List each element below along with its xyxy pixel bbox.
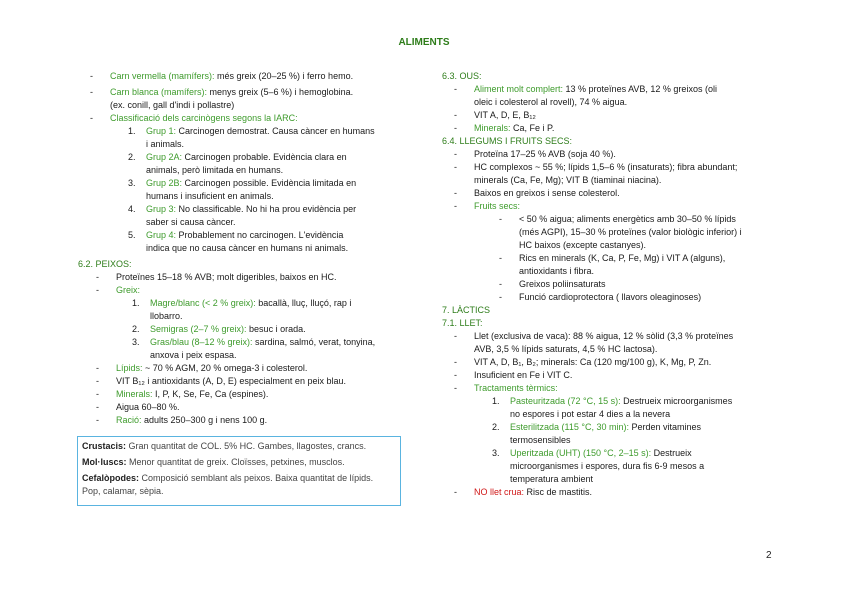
list-item: - Classificació dels carcinògens segons la IARC: bbox=[90, 113, 298, 123]
box-line-crustaceans: Crustacis: Gran quantitat de COL. 5% HC. Gambes, llagostes, crancs. bbox=[82, 441, 367, 451]
list-item: - Greix: bbox=[96, 285, 141, 295]
nuts-item: - Funció cardioprotectora ( llavors oleaginoses) bbox=[499, 292, 702, 302]
list-item: - Aigua 60–80 %. bbox=[96, 402, 180, 412]
box-line-molluscs: Mol·luscs: Menor quantitat de greix. Cloïsses, petxines, musclos. bbox=[82, 457, 345, 467]
iarc-group-2a: 2. Grup 2A: Carcinogen probable. Evidència clara en animals, però limitada en humans. bbox=[128, 152, 347, 175]
list-item: - Minerals: I, P, K, Se, Fe, Ca (espines). bbox=[96, 389, 269, 399]
list-item: - Carn blanca (mamífers): menys greix (5–6 %) i hemoglobina. bbox=[90, 87, 354, 97]
list-item: - Insuficient en Fe i VIT C. bbox=[454, 370, 573, 380]
list-item: - VIT A, D, E, B₁₂ bbox=[454, 110, 536, 120]
list-item: - Fruits secs: bbox=[454, 201, 521, 211]
page-title: ALIMENTS bbox=[398, 37, 450, 48]
list-item: - VIT A, D, B₁, B₂; minerals: Ca (120 mg/100 g), K, Mg, P, Zn. bbox=[454, 357, 712, 367]
nuts-item: - Greixos poliinsaturats bbox=[499, 279, 606, 289]
fat-class-fatty: 3. Gras/blau (8–12 % greix): sardina, salmó, verat, tonyina, anxova i peix espasa. bbox=[132, 337, 376, 360]
list-item: - Proteïna 17–25 % AVB (soja 40 %). bbox=[454, 149, 616, 159]
nuts-item: - Rics en minerals (K, Ca, P, Fe, Mg) i VIT A (alguns), antioxidants i fibra. bbox=[499, 253, 726, 276]
thermal-sterilized: 2. Esterilitzada (115 °C, 30 min): Perden vitamines termosensibles bbox=[492, 422, 702, 445]
list-item: - VIT B₁₂ i antioxidants (A, D, E) especialment en peix blau. bbox=[96, 376, 346, 386]
section-heading-fish: 6.2. PEIXOS: bbox=[78, 259, 132, 269]
iarc-group-1: 1. Grup 1: Carcinogen demostrat. Causa càncer en humans i animals. bbox=[128, 126, 375, 149]
iarc-group-4: 5. Grup 4: Probablement no carcinogen. L'evidència indica que no causa càncer en humans ni animals. bbox=[128, 230, 349, 253]
list-item: - HC complexos ~ 55 %; lípids 1,5–6 % (insaturats); fibra abundant; minerals (Ca, Fe, Mg); VIT B (tiaminai niacina). bbox=[454, 162, 738, 185]
section-heading-eggs: 6.3. OUS: bbox=[442, 71, 482, 81]
nuts-item: - < 50 % aigua; aliments energètics amb 30–50 % lípids (més AGPI), 15–30 % proteïnes (valor biològic inferior) i HC baixos (excepte castanyes). bbox=[499, 214, 742, 250]
list-item-continuation: (ex. conill, gall d'indi i pollastre) bbox=[110, 100, 235, 110]
list-item: - Carn vermella (mamífers): més greix (20–25 %) i ferro hemo. bbox=[90, 71, 354, 81]
list-item: - Llet (exclusiva de vaca): 88 % aigua, 12 % sòlid (3,3 % proteïnes AVB, 3,5 % lípids saturats, 4,5 % HC lactosa). bbox=[454, 331, 734, 354]
list-item: - Minerals: Ca, Fe i P. bbox=[454, 123, 555, 133]
right-column bbox=[442, 70, 772, 499]
iarc-group-3: 4. Grup 3: No classificable. No hi ha prou evidència per saber si causa càncer. bbox=[128, 204, 357, 227]
thermal-pasteurized: 1. Pasteuritzada (72 °C, 15 s): Destrueix microorganismes no espores i pot estar 4 dies a la nevera bbox=[492, 396, 733, 419]
fat-class-semi: 2. Semigras (2–7 % greix): besuc i orada. bbox=[132, 324, 306, 334]
iarc-group-2b: 3. Grup 2B: Carcinogen possible. Evidència limitada en humans i insuficient en animals. bbox=[128, 178, 357, 201]
left-column bbox=[78, 70, 408, 427]
section-heading-milk: 7.1. LLET: bbox=[442, 318, 483, 328]
list-item: - Baixos en greixos i sense colesterol. bbox=[454, 188, 620, 198]
section-heading-dairy: 7. LÀCTICS bbox=[442, 305, 491, 315]
list-item: - Aliment molt complert: 13 % proteïnes AVB, 12 % greixos (oli oleic i colesterol al rovell), 74 % aigua. bbox=[454, 84, 717, 107]
box-line-cephalopods: Cefalòpodes: Composició semblant als peixos. Baixa quantitat de lípids. Pop, calamar, sèpia. bbox=[82, 473, 374, 496]
list-item-warning: - NO llet crua: Risc de mastitis. bbox=[454, 487, 593, 497]
page-number: 2 bbox=[766, 550, 772, 561]
list-item: - Tractaments tèrmics: bbox=[454, 383, 558, 393]
section-heading-legumes: 6.4. LLEGUMS I FRUITS SECS: bbox=[442, 136, 573, 146]
list-item: - Lípids: ~ 70 % AGM, 20 % omega-3 i colesterol. bbox=[96, 363, 308, 373]
list-item: - Proteïnes 15–18 % AVB; molt digeribles, baixos en HC. bbox=[96, 272, 337, 282]
thermal-uht: 3. Uperitzada (UHT) (150 °C, 2–15 s): Destrueix microorganismes i espores, dura fis 6-9 mesos a temperatura ambient bbox=[492, 448, 705, 484]
seafood-info-box bbox=[77, 436, 401, 506]
fat-class-lean: 1. Magre/blanc (< 2 % greix): bacallà, lluç, lluçó, rap i llobarro. bbox=[132, 298, 352, 321]
list-item: - Ració: adults 250–300 g i nens 100 g. bbox=[96, 415, 268, 425]
